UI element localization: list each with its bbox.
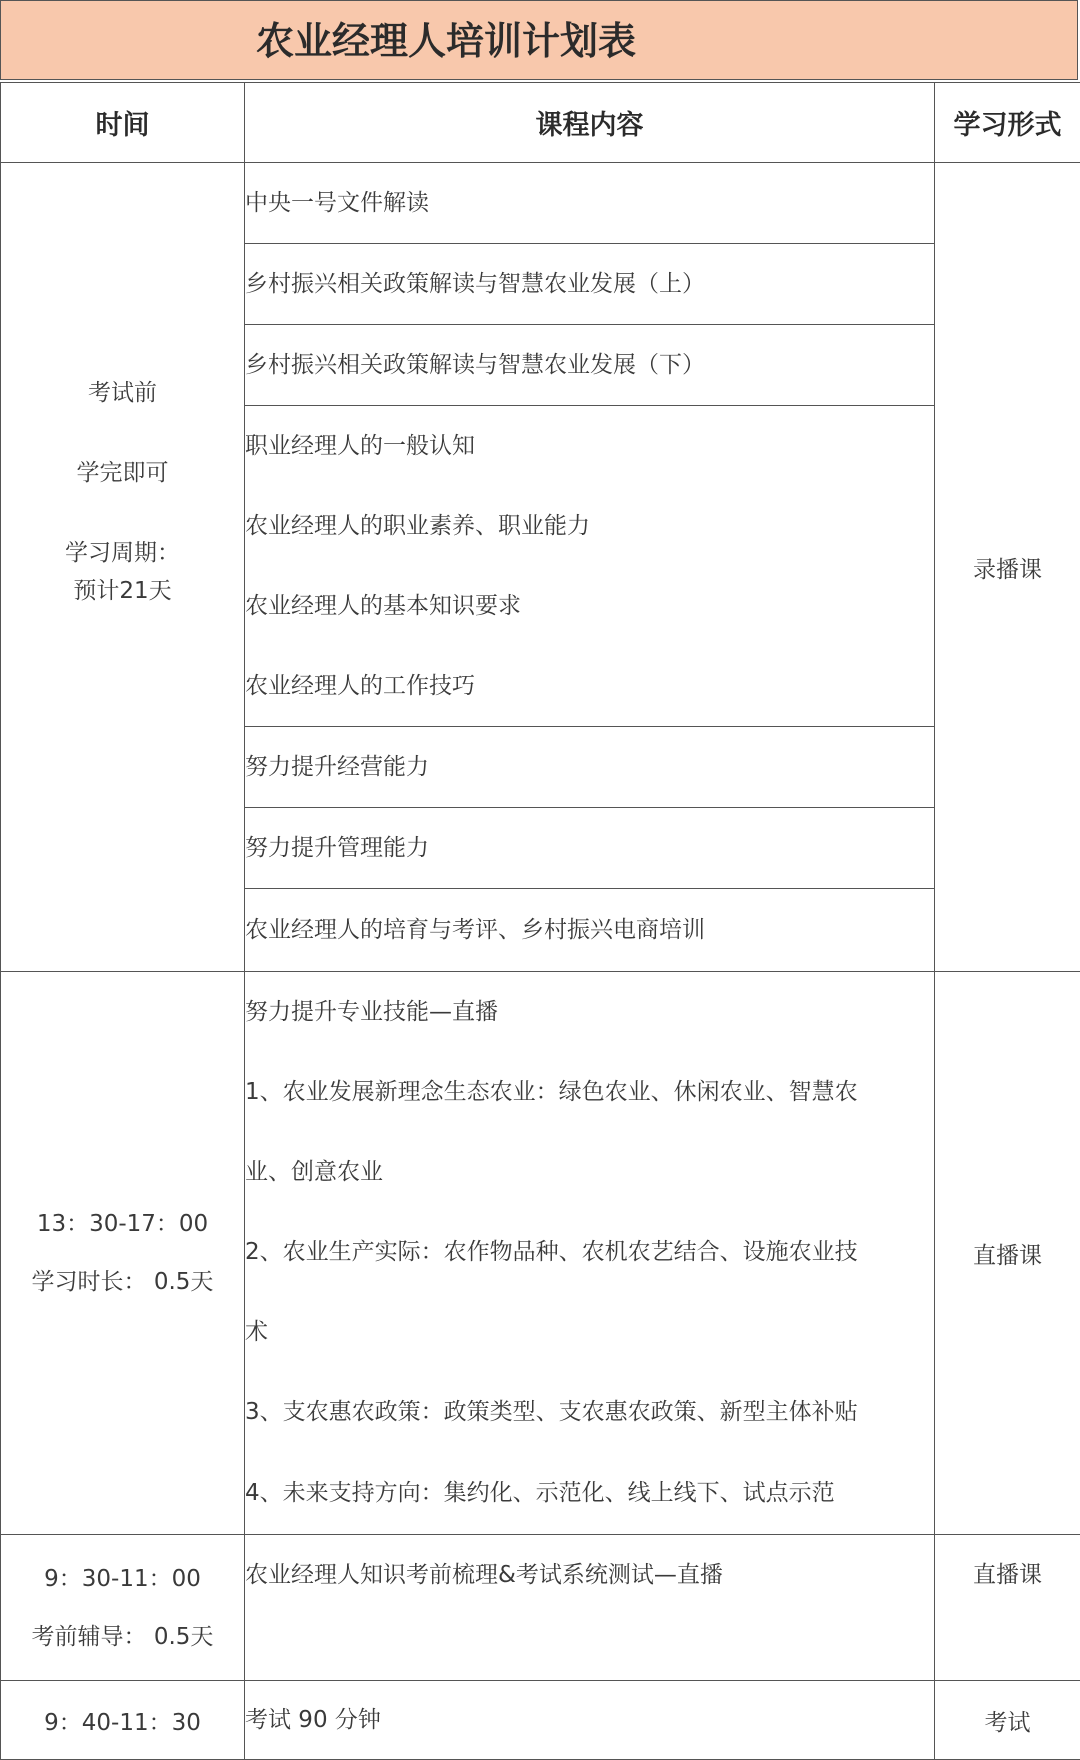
course-item: 努力提升专业技能—直播 [245,972,934,1052]
table-row [1,972,1080,1535]
course-item: 业、创意农业 [245,1132,934,1212]
time-text: 13：30-17：00 [1,1205,244,1243]
table-row [1,1681,1080,1760]
course-item: 1、农业发展新理念生态农业：绿色农业、休闲农业、智慧农 [245,1052,934,1132]
mode-cell-review [935,1535,1080,1681]
mode-cell-live: 直播课 [935,972,1080,1535]
header-mode: 学习形式 [935,83,1080,163]
course-item: 中央一号文件解读 [245,163,934,243]
table-row [1,1535,1080,1681]
header-time: 时间 [1,83,245,163]
training-plan-table [0,82,1080,1760]
course-cell-review [245,1535,935,1681]
course-item: 3、支农惠农政策：政策类型、支农惠农政策、新型主体补贴 [245,1372,934,1452]
course-item: 考试 90 分钟 [245,1681,934,1759]
course-cell [245,325,935,406]
time-text: 学习时长： 0.5天 [1,1263,244,1301]
course-item: 4、未来支持方向：集约化、示范化、线上线下、试点示范 [245,1452,934,1534]
course-item: 农业经理人的工作技巧 [245,646,934,726]
time-text: 考前辅导： 0.5天 [1,1618,244,1656]
mode-text: 直播课 [935,1535,1080,1615]
header-row [1,83,1080,163]
course-item: 努力提升管理能力 [245,808,934,888]
time-text: 学习周期： [1,534,244,572]
course-cell-group [245,406,935,727]
course-item: 农业经理人的基本知识要求 [245,566,934,646]
course-cell [245,163,935,244]
course-item: 努力提升经营能力 [245,727,934,807]
course-cell [245,727,935,808]
time-text: 学完即可 [1,454,244,492]
mode-cell-exam: 考试 [935,1681,1080,1760]
course-item: 乡村振兴相关政策解读与智慧农业发展（上） [245,244,934,324]
course-cell-exam [245,1681,935,1760]
time-cell-exam: 9：40-11：30 [1,1681,245,1760]
time-cell-recorded [1,163,245,972]
table-row [1,163,1080,244]
page-title: 农业经理人培训计划表 [0,0,1078,80]
course-item: 农业经理人知识考前梳理&考试系统测试—直播 [245,1535,934,1615]
course-cell [245,808,935,889]
course-item: 农业经理人的培育与考评、乡村振兴电商培训 [245,889,934,971]
course-item: 乡村振兴相关政策解读与智慧农业发展（下） [245,325,934,405]
course-item: 2、农业生产实际：农作物品种、农机农艺结合、设施农业技 [245,1212,934,1292]
course-cell-live [245,972,935,1535]
time-cell-review [1,1535,245,1681]
mode-cell-recorded: 录播课 [935,163,1080,972]
course-cell [245,889,935,972]
time-text: 考试前 [1,374,244,412]
time-cell-live [1,972,245,1535]
time-text: 预计21天 [1,572,244,610]
course-item: 农业经理人的职业素养、职业能力 [245,486,934,566]
course-cell [245,244,935,325]
course-item: 术 [245,1292,934,1372]
header-content: 课程内容 [245,83,935,163]
time-text: 9：30-11：00 [1,1560,244,1598]
course-item: 职业经理人的一般认知 [245,406,934,486]
